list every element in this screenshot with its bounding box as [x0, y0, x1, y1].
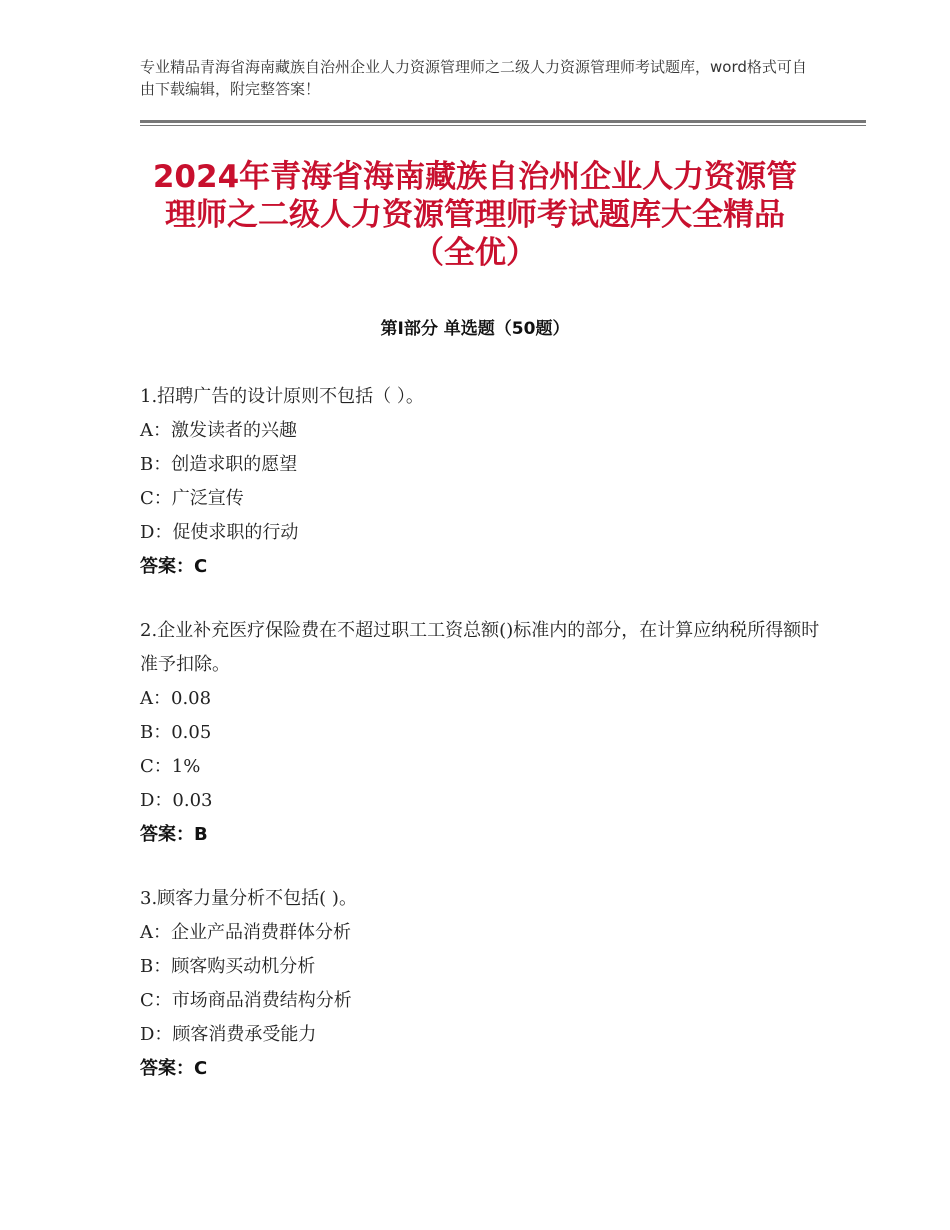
document-title: 2024年青海省海南藏族自治州企业人力资源管理师之二级人力资源管理师考试题库大全精品（全优） [152, 159, 798, 271]
option-b: B：0.05 [140, 722, 212, 743]
option-c: C：广泛宣传 [140, 488, 244, 509]
option-d: D：顾客消费承受能力 [140, 1024, 317, 1045]
option-d: D：0.03 [140, 790, 213, 811]
answer: 答案：C [140, 1058, 208, 1079]
question-stem: 2.企业补充医疗保险费在不超过职工工资总额()标准内的部分，在计算应纳税所得额时准予扣除。 [140, 620, 820, 675]
option-c: C：1% [140, 756, 201, 777]
question-stem: 3.顾客力量分析不包括( )。 [140, 888, 357, 909]
option-b: B：顾客购买动机分析 [140, 956, 316, 977]
section-heading: 第Ⅰ部分 单选题（50题） [380, 319, 570, 339]
option-b: B：创造求职的愿望 [140, 454, 298, 475]
option-c: C：市场商品消费结构分析 [140, 990, 352, 1011]
question-2 [140, 614, 820, 852]
header-divider-thick [140, 120, 866, 123]
option-a: A：0.08 [140, 688, 212, 709]
question-list [140, 380, 820, 1116]
option-a: A：企业产品消费群体分析 [140, 922, 351, 943]
header-note: 专业精品青海省海南藏族自治州企业人力资源管理师之二级人力资源管理师考试题库，word格式可自由下载编辑，附完整答案！ [140, 58, 807, 98]
question-3 [140, 882, 820, 1086]
option-d: D：促使求职的行动 [140, 522, 299, 543]
header-divider-thin [140, 125, 866, 126]
answer: 答案：C [140, 556, 208, 577]
question-stem: 1.招聘广告的设计原则不包括（ ）。 [140, 386, 424, 407]
option-a: A：激发读者的兴趣 [140, 420, 297, 441]
question-1 [140, 380, 820, 584]
answer: 答案：B [140, 824, 208, 845]
